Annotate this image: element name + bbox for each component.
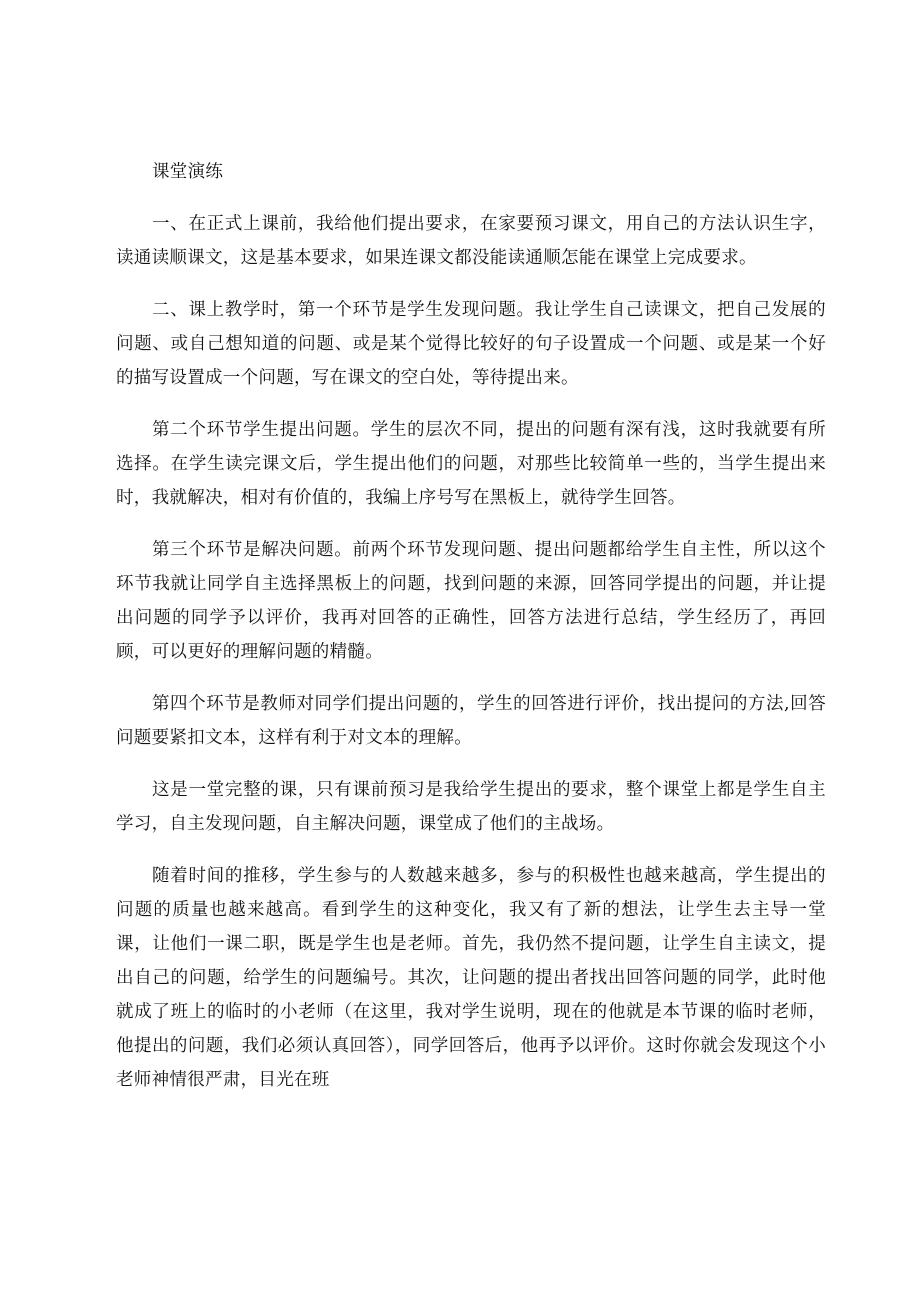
paragraph-7: 随着时间的推移，学生参与的人数越来越多，参与的积极性也越来越高，学生提出的问题的质量也越来越高。看到学生的这种变化，我又有了新的想法，让学生去主导一堂课，让他们一课二职，既是学生也是老师。首先，我仍然不提问题，让学生自主读文，提出自己的问题，给学生的问题编号。其次，让问题的提出者找出回答问题的同学，此时他就成了班上的临时的小老师（在这里，我对学生说明，现在的他就是本节课的临时老师，他提出的问题，我们必须认真回答），同学回答后，他再予以评价。这时你就会发现这个小老师神情很严肃，目光在班	[116, 866, 826, 1090]
paragraph-6: 这是一堂完整的课，只有课前预习是我给学生提出的要求，整个课堂上都是学生自主学习，自主发现问题，自主解决问题，课堂成了他们的主战场。	[116, 780, 826, 834]
paragraph-2: 二、课上教学时，第一个环节是学生发现问题。我让学生自己读课文，把自己发展的问题、或自己想知道的问题、或是某个觉得比较好的句子设置成一个问题、或是某一个好的描写设置成一个问题，写在课文的空白处，等待提出来。	[116, 300, 826, 388]
document-body	[116, 155, 826, 1097]
paragraph-5: 第四个环节是教师对同学们提出问题的，学生的回答进行评价，找出提问的方法,回答问题要紧扣文本，这样有利于对文本的理解。	[116, 694, 826, 748]
paragraph-4: 第三个环节是解决问题。前两个环节发现问题、提出问题都给学生自主性，所以这个环节我就让同学自主选择黑板上的问题，找到问题的来源，回答同学提出的问题，并让提出问题的同学予以评价，我再对回答的正确性，回答方法进行总结，学生经历了，再回顾，可以更好的理解问题的精髓。	[116, 540, 826, 662]
paragraph-3: 第二个环节学生提出问题。学生的层次不同，提出的问题有深有浅，这时我就要有所选择。在学生读完课文后，学生提出他们的问题，对那些比较简单一些的，当学生提出来时，我就解决，相对有价值的，我编上序号写在黑板上，就待学生回答。	[116, 420, 826, 508]
section-title: 课堂演练	[152, 162, 224, 182]
paragraph-1: 一、在正式上课前，我给他们提出要求，在家要预习课文，用自己的方法认识生字，读通读顺课文，这是基本要求，如果连课文都没能读通顺怎能在课堂上完成要求。	[116, 214, 826, 268]
